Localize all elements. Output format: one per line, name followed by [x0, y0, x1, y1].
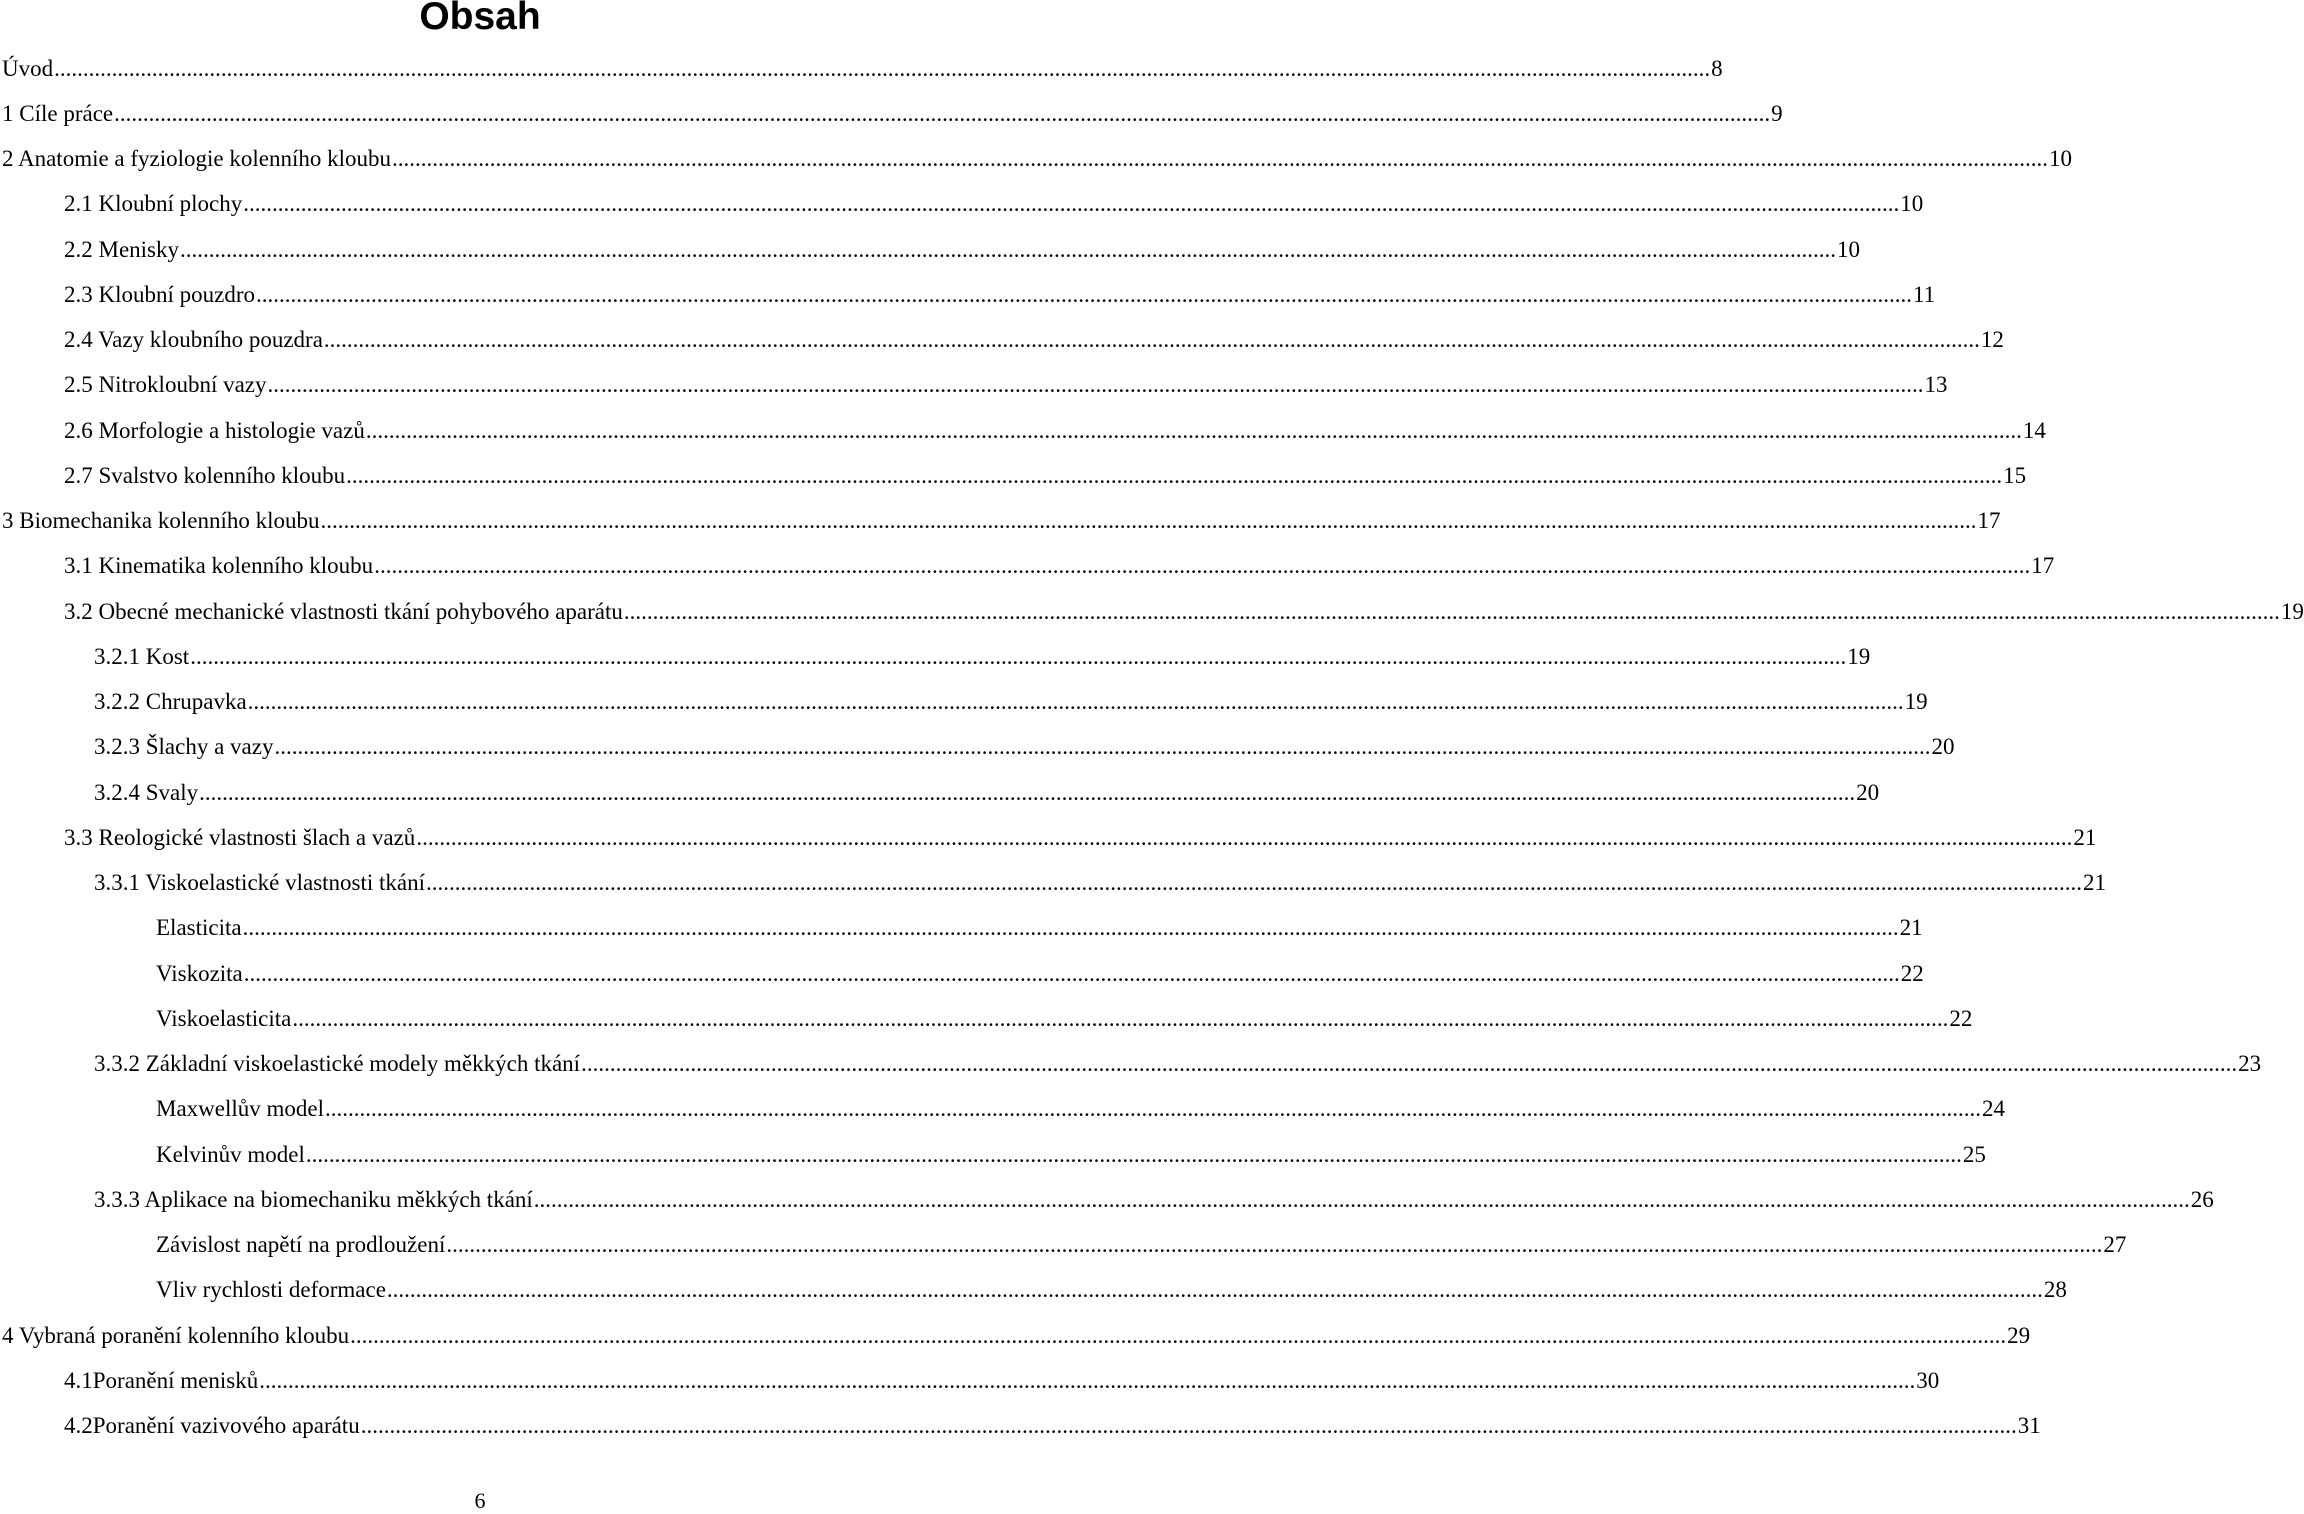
- toc-entry[interactable]: [0, 227, 1860, 272]
- toc-entry[interactable]: [0, 1087, 2005, 1132]
- toc-entry[interactable]: [0, 182, 1924, 227]
- toc-entry-page: 22: [1949, 1005, 1973, 1031]
- toc-entry-label: 2.4 Vazy kloubního pouzdra: [64, 327, 323, 353]
- toc-entry[interactable]: [0, 408, 2046, 453]
- dot-leader: [320, 508, 1976, 534]
- dot-leader: [244, 961, 1900, 987]
- toc-entry-label: Závislost napětí na prodloužení: [156, 1232, 446, 1258]
- dot-leader: [180, 237, 1836, 263]
- toc-entry-page: 20: [1931, 734, 1955, 760]
- toc-entry[interactable]: [0, 770, 1880, 815]
- toc-entry-page: 19: [1847, 643, 1871, 669]
- toc-entry-label: 4 Vybraná poranění kolenního kloubu: [2, 1322, 350, 1348]
- toc-entry-label: Vliv rychlosti deformace: [156, 1277, 386, 1303]
- toc-entry-label: 2 Anatomie a fyziologie kolenního kloubu: [2, 146, 392, 172]
- toc-entry-label: 3.2.4 Svaly: [94, 779, 199, 805]
- toc-entry-page: 30: [1916, 1367, 1940, 1393]
- toc-entry-page: 28: [2043, 1277, 2067, 1303]
- dot-leader: [243, 915, 1899, 941]
- toc-entry[interactable]: [0, 499, 2001, 544]
- dot-leader: [268, 372, 1924, 398]
- toc-entry-label: 3.2 Obecné mechanické vlastnosti tkání pohybového aparátu: [64, 598, 623, 624]
- toc-entry-page: 20: [1856, 779, 1880, 805]
- toc-entry-label: Kelvinův model: [156, 1141, 305, 1167]
- toc-entry-label: 2.6 Morfologie a histologie vazů: [64, 417, 365, 443]
- toc-entry[interactable]: [0, 544, 2055, 589]
- dot-leader: [306, 1142, 1962, 1168]
- toc-entry-page: 27: [2103, 1232, 2127, 1258]
- toc-entry-label: 3.2.3 Šlachy a vazy: [94, 734, 274, 760]
- toc-entry-page: 11: [1913, 281, 1936, 307]
- toc-entry[interactable]: [0, 1404, 2041, 1449]
- dot-leader: [324, 327, 1980, 353]
- dot-leader: [361, 1413, 2017, 1439]
- toc-entry[interactable]: [0, 815, 2097, 860]
- dot-leader: [54, 56, 1710, 82]
- toc-entry[interactable]: [0, 1132, 1986, 1177]
- toc-entry[interactable]: [0, 996, 1973, 1041]
- toc-entry-page: 12: [1980, 327, 2004, 353]
- page-number: 6: [474, 1488, 486, 1513]
- dot-leader: [426, 870, 2082, 896]
- toc-entry[interactable]: [0, 363, 1948, 408]
- dot-leader: [243, 191, 1899, 217]
- toc-entry-label: Maxwellův model: [156, 1096, 324, 1122]
- toc-entry-page: 22: [1900, 960, 1924, 986]
- toc-entry-page: 10: [1900, 191, 1924, 217]
- dot-leader: [190, 644, 1846, 670]
- toc-entry[interactable]: [0, 861, 2107, 906]
- toc-entry-label: 3.2.1 Kost: [94, 643, 190, 669]
- toc-entry-page: 23: [2238, 1051, 2262, 1077]
- dot-leader: [259, 1368, 1915, 1394]
- toc-entry-page: 10: [1837, 236, 1860, 262]
- dot-leader: [624, 599, 2280, 625]
- dot-leader: [350, 1323, 2006, 1349]
- toc-entry-page: 21: [2073, 824, 2097, 850]
- dot-leader: [534, 1187, 2190, 1213]
- toc-entry-label: Elasticita: [156, 915, 242, 941]
- toc-entry-page: 17: [2031, 553, 2055, 579]
- toc-entry-label: Viskoelasticita: [156, 1005, 292, 1031]
- toc-entry[interactable]: [0, 1223, 2127, 1268]
- toc-entry-label: 4.1Poranění menisků: [64, 1367, 259, 1393]
- toc-entry-page: 17: [1977, 508, 2001, 534]
- toc-entry-label: Viskozita: [156, 960, 243, 986]
- toc-entry-page: 19: [2280, 598, 2304, 624]
- toc-entry-page: 8: [1711, 55, 1723, 81]
- dot-leader: [114, 101, 1770, 127]
- toc-entry[interactable]: [0, 725, 1955, 770]
- toc-entry-page: 19: [1904, 689, 1928, 715]
- toc-entry[interactable]: [0, 1358, 1940, 1403]
- toc-entry-label: 3.1 Kinematika kolenního kloubu: [64, 553, 374, 579]
- toc-entry[interactable]: [0, 272, 1936, 317]
- toc-entry-label: 2.1 Kloubní plochy: [64, 191, 243, 217]
- toc-entry-page: 21: [2083, 870, 2107, 896]
- toc-entry-label: 3.2.2 Chrupavka: [94, 689, 247, 715]
- dot-leader: [325, 1096, 1981, 1122]
- toc-entry-page: 14: [2022, 417, 2046, 443]
- toc-entry-label: 3.3.1 Viskoelastické vlastnosti tkání: [94, 870, 426, 896]
- dot-leader: [392, 146, 2048, 172]
- toc-entry[interactable]: [0, 1177, 2214, 1222]
- dot-leader: [366, 418, 2022, 444]
- toc-entry[interactable]: [0, 1313, 2031, 1358]
- toc-entry-label: Úvod: [2, 55, 54, 81]
- toc-entry-page: 21: [1899, 915, 1923, 941]
- dot-leader: [416, 825, 2072, 851]
- dot-leader: [274, 734, 1930, 760]
- toc-entry[interactable]: [0, 453, 2027, 498]
- dot-leader: [346, 463, 2002, 489]
- dot-leader: [387, 1277, 2043, 1303]
- toc-entry-page: 24: [1982, 1096, 2005, 1122]
- toc-entry[interactable]: [0, 680, 1928, 725]
- toc-entry[interactable]: [0, 589, 2304, 634]
- toc-entry-label: 2.7 Svalstvo kolenního kloubu: [64, 462, 346, 488]
- dot-leader: [199, 780, 1855, 806]
- toc-entry-page: 25: [1962, 1141, 1986, 1167]
- toc-entry-label: 3.3.2 Základní viskoelastické modely měkkých tkání: [94, 1051, 581, 1077]
- toc-entry-page: 15: [2003, 462, 2027, 488]
- table-of-contents: [0, 46, 2304, 1449]
- toc-entry-page: 10: [2049, 146, 2073, 172]
- toc-entry[interactable]: [0, 1042, 2262, 1087]
- toc-entry[interactable]: [0, 137, 2073, 182]
- toc-entry[interactable]: [0, 951, 1924, 996]
- toc-entry-page: 26: [2190, 1186, 2214, 1212]
- dot-leader: [256, 282, 1912, 308]
- toc-entry-label: 2.5 Nitrokloubní vazy: [64, 372, 267, 398]
- toc-entry[interactable]: [0, 634, 1871, 679]
- dot-leader: [374, 553, 2030, 579]
- toc-entry[interactable]: [0, 906, 1923, 951]
- toc-entry-label: 3 Biomechanika kolenního kloubu: [2, 508, 320, 534]
- toc-entry-label: 4.2Poranění vazivového aparátu: [64, 1413, 360, 1439]
- dot-leader: [581, 1051, 2237, 1077]
- dot-leader: [292, 1006, 1948, 1032]
- toc-entry-page: 13: [1924, 372, 1948, 398]
- toc-entry-page: 29: [2007, 1322, 2031, 1348]
- toc-entry-label: 1 Cíle práce: [2, 100, 114, 126]
- dot-leader: [446, 1232, 2102, 1258]
- toc-entry-label: 3.3 Reologické vlastnosti šlach a vazů: [64, 824, 416, 850]
- toc-entry-page: 31: [2017, 1413, 2041, 1439]
- toc-entry-label: 2.3 Kloubní pouzdro: [64, 281, 256, 307]
- toc-entry[interactable]: [0, 91, 1783, 136]
- toc-entry-page: 9: [1771, 100, 1783, 126]
- toc-entry[interactable]: [0, 1268, 2067, 1313]
- dot-leader: [248, 689, 1904, 715]
- toc-entry[interactable]: [0, 46, 1723, 91]
- toc-entry-label: 2.2 Menisky: [64, 236, 179, 262]
- page-title: Obsah: [419, 0, 541, 38]
- toc-entry[interactable]: [0, 318, 2004, 363]
- toc-entry-label: 3.3.3 Aplikace na biomechaniku měkkých tkání: [94, 1186, 533, 1212]
